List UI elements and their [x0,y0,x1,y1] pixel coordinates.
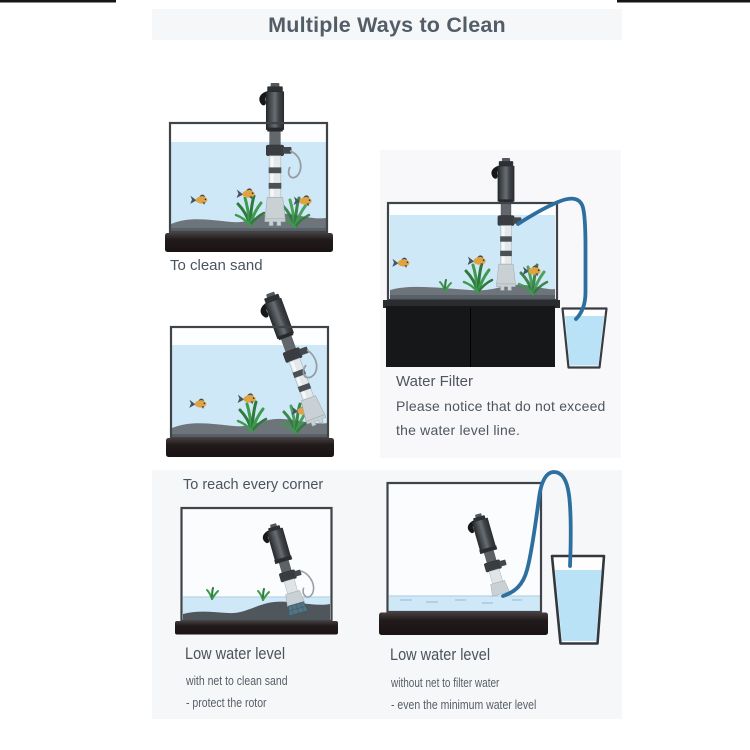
tank-base [175,621,338,635]
tank-base [166,438,334,457]
low-water-with-net-heading: Low water level [185,645,286,663]
tank-interior [389,485,541,612]
caption-to-clean-sand: To clean sand [170,257,263,274]
panel-low-water-net-illustration [175,508,338,635]
caption-to-reach-every-corner: To reach every corner [183,477,324,493]
cup-water [565,316,604,366]
water-filter-note-line2: the water level line. [396,422,521,438]
low-water-without-net-line1: without net to filter water [391,676,500,690]
page-title: Multiple Ways to Clean [268,13,506,37]
panel-clean-sand-illustration [165,83,333,252]
water-filter-note-line1: Please notice that do not exceed [396,398,606,414]
low-water-without-net-line2: - even the minimum water level [391,698,537,712]
cup-water [555,570,602,641]
panel-low-water-filter-illustration [379,472,604,644]
panel-reach-corner-illustration [166,287,334,457]
water-filter-heading: Water Filter [396,373,473,390]
top-border-right [617,0,750,3]
tank-base [379,613,548,636]
low-water-without-net-heading: Low water level [390,646,491,664]
tank-water [389,596,541,612]
low-water-with-net-line2: - protect the rotor [186,696,267,710]
tank-base [165,233,333,252]
low-water-with-net-line1: with net to clean sand [186,674,288,688]
top-border-left [0,0,116,3]
